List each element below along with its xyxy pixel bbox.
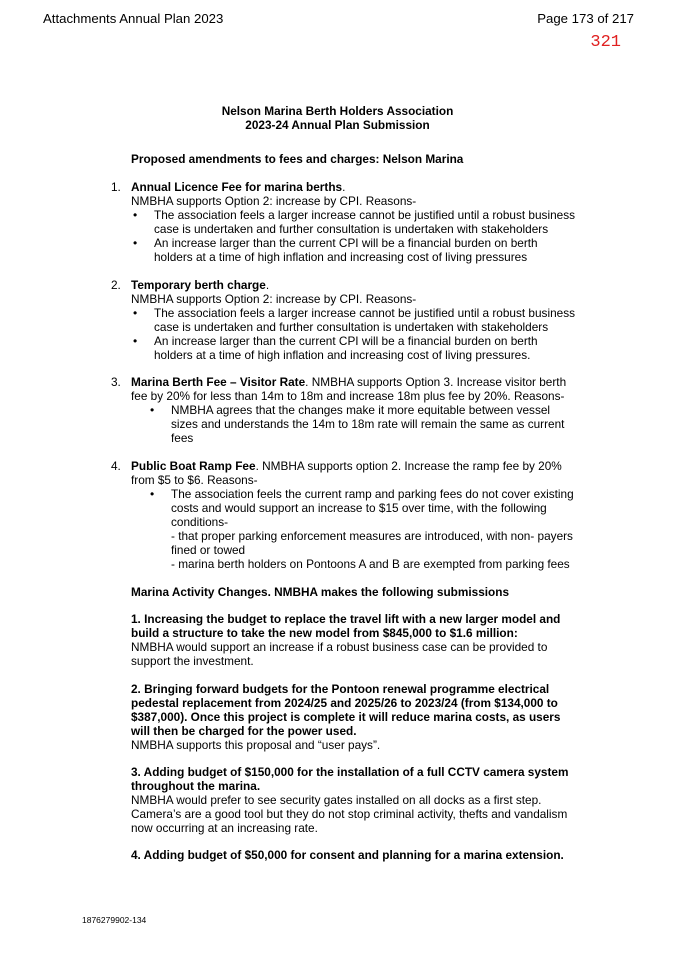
bullet-text: holders at a time of high inflation and increasing cost of living pressures.	[154, 348, 531, 362]
item-heading-bold: Marina Berth Fee – Visitor Rate	[131, 375, 306, 389]
document-title: Nelson Marina Berth Holders Association	[221, 104, 454, 118]
bullet-text: fees	[171, 431, 194, 445]
bullet-text: - marina berth holders on Pontoons A and B are exempted from parking fees	[171, 557, 570, 571]
item-number: 2.	[111, 278, 121, 292]
section-heading-activity: Marina Activity Changes. NMBHA makes the following submissions	[131, 585, 510, 599]
item-heading	[131, 180, 345, 194]
bullet-text: The association feels a larger increase cannot be justified until a robust business	[154, 306, 575, 320]
item-heading-suffix: . NMBHA supports Option 3. Increase visitor berth	[305, 375, 567, 389]
bullet-icon: •	[133, 306, 138, 320]
item-heading	[131, 459, 562, 473]
bullet-text: sizes and understands the 14m to 18m rate will remain the same as current	[171, 417, 565, 431]
activity-text: now occurring at an increasing rate.	[131, 821, 318, 835]
bullet-icon: •	[133, 334, 138, 348]
bullet-text: The association feels a larger increase cannot be justified until a robust business	[154, 208, 575, 222]
activity-heading: 3. Adding budget of $150,000 for the installation of a full CCTV camera system	[131, 765, 569, 779]
activity-heading: 2. Bringing forward budgets for the Pontoon renewal programme electrical	[131, 682, 550, 696]
bullet-icon: •	[133, 236, 138, 250]
bullet-text: NMBHA agrees that the changes make it more equitable between vessel	[171, 403, 551, 417]
bullet-text: case is undertaken and further consultation is undertaken with stakeholders	[154, 222, 549, 236]
page-header-left: Attachments Annual Plan 2023	[43, 11, 224, 26]
bullet-text: The association feels the current ramp and parking fees do not cover existing	[171, 487, 574, 501]
activity-text: Camera’s are a good tool but they do not stop criminal activity, thefts and vandalism	[131, 807, 568, 821]
item-heading-bold: Temporary berth charge	[131, 278, 266, 292]
bullet-text: - that proper parking enforcement measures are introduced, with non- payers	[171, 529, 573, 543]
item-line: fee by 20% for less than 14m to 18m and increase 18m plus fee by 20%. Reasons-	[131, 389, 565, 403]
activity-heading: $387,000). Once this project is complete it will reduce marina costs, as users	[131, 710, 561, 724]
bullet-icon: •	[133, 208, 138, 222]
bullet-text: conditions-	[171, 515, 229, 529]
bullet-text: fined or towed	[171, 543, 246, 557]
activity-text: support the investment.	[131, 654, 254, 668]
bullet-icon: •	[150, 487, 155, 501]
item-heading-bold: Annual Licence Fee for marina berths	[131, 180, 343, 194]
item-heading	[131, 375, 566, 389]
document-id-footer: 1876279902-134	[82, 915, 147, 925]
activity-text: NMBHA would support an increase if a robust business case can be provided to	[131, 640, 548, 654]
item-lead: NMBHA supports Option 2: increase by CPI. Reasons-	[131, 292, 417, 306]
page-number: Page 173 of 217	[537, 11, 634, 26]
item-heading	[131, 278, 269, 292]
activity-heading: throughout the marina.	[131, 779, 261, 793]
activity-heading: pedestal replacement from 2024/25 and 2025/26 to 2023/24 (from $134,000 to	[131, 696, 558, 710]
bullet-icon: •	[150, 403, 155, 417]
activity-heading: 1. Increasing the budget to replace the travel lift with a new larger model and	[131, 612, 561, 626]
bullet-text: An increase larger than the current CPI will be a financial burden on berth	[154, 334, 538, 348]
item-heading-suffix: . NMBHA supports option 2. Increase the ramp fee by 20%	[255, 459, 562, 473]
page-stamp: 321	[590, 33, 621, 52]
item-line: from $5 to $6. Reasons-	[131, 473, 258, 487]
item-number: 1.	[111, 180, 121, 194]
activity-heading: 4. Adding budget of $50,000 for consent and planning for a marina extension.	[131, 848, 564, 862]
bullet-text: holders at a time of high inflation and increasing cost of living pressures	[154, 250, 528, 264]
bullet-text: case is undertaken and further consultation is undertaken with stakeholders	[154, 320, 549, 334]
activity-text: NMBHA supports this proposal and “user pays”.	[131, 738, 381, 752]
item-number: 3.	[111, 375, 121, 389]
item-lead: NMBHA supports Option 2: increase by CPI. Reasons-	[131, 194, 417, 208]
item-number: 4.	[111, 459, 121, 473]
activity-heading: will then be charged for the power used.	[131, 724, 357, 738]
activity-text: NMBHA would prefer to see security gates installed on all docks as a first step.	[131, 793, 542, 807]
document-subtitle: 2023-24 Annual Plan Submission	[245, 118, 430, 132]
bullet-text: costs and would support an increase to $15 over time, with the following	[171, 501, 547, 515]
item-heading-suffix: .	[265, 278, 270, 292]
item-heading-suffix: .	[342, 180, 346, 194]
section-heading-fees: Proposed amendments to fees and charges: Nelson Marina	[131, 152, 464, 166]
activity-heading: build a structure to take the new model from $845,000 to $1.6 million:	[131, 626, 518, 640]
bullet-text: An increase larger than the current CPI will be a financial burden on berth	[154, 236, 538, 250]
item-heading-bold: Public Boat Ramp Fee	[131, 459, 256, 473]
